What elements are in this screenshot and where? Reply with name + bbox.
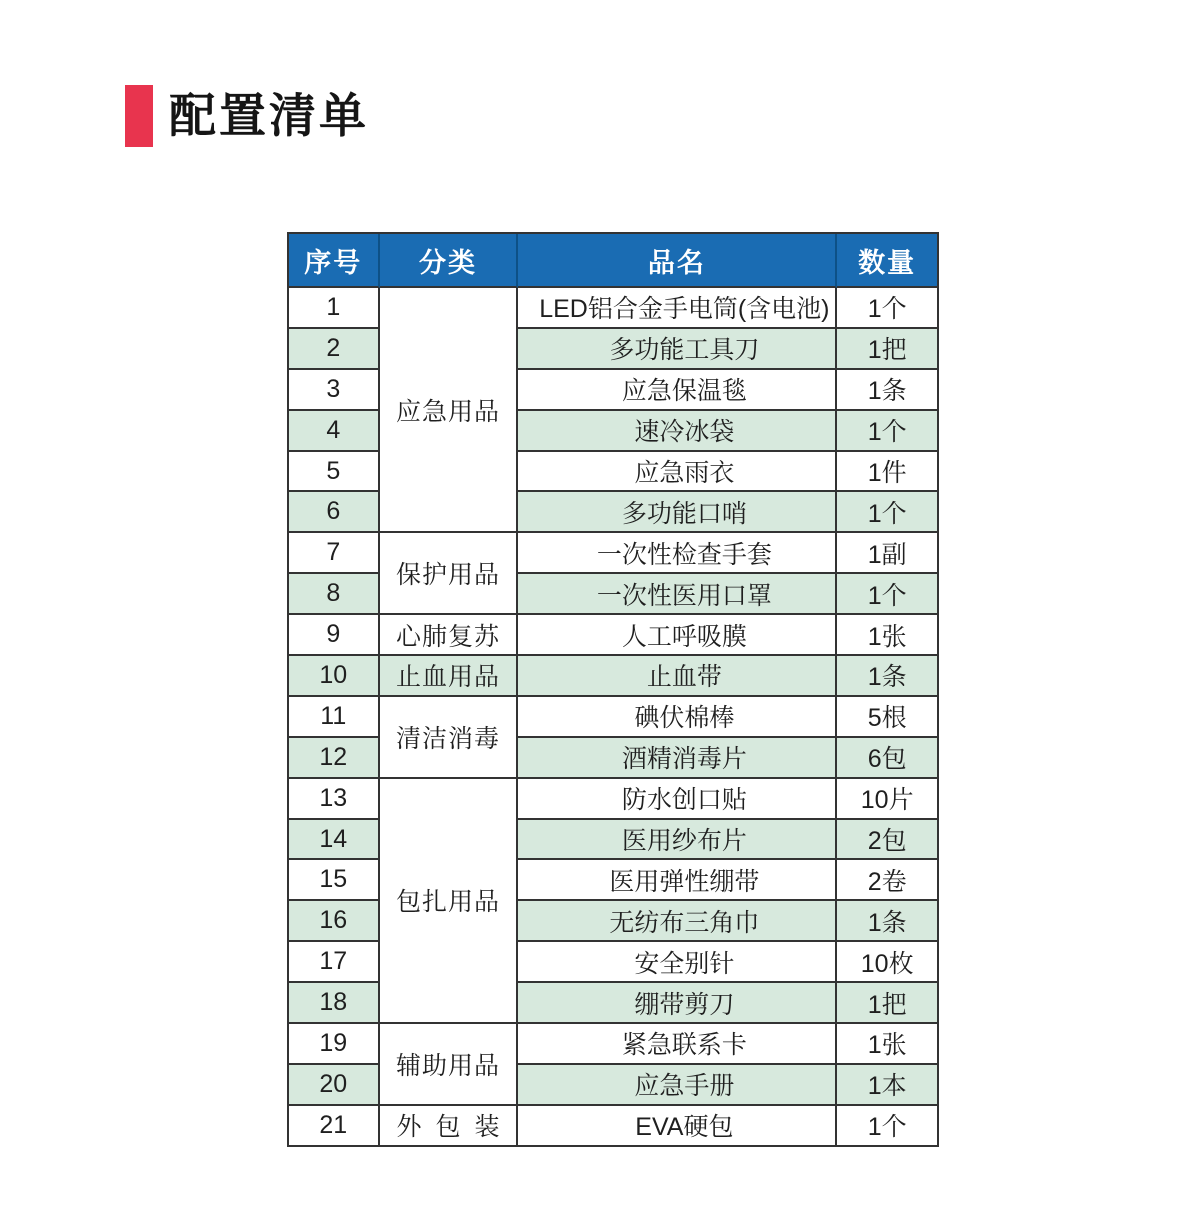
serial-cell: 18 xyxy=(289,983,380,1024)
item-name-cell: 应急保温毯 xyxy=(518,370,837,411)
item-name-cell: 止血带 xyxy=(518,656,837,697)
title-block xyxy=(125,85,369,147)
quantity-cell: 1个 xyxy=(837,574,937,615)
title-accent-bar xyxy=(125,85,153,147)
quantity-cell: 1条 xyxy=(837,901,937,942)
header-row xyxy=(289,234,937,288)
item-name-cell: LED铝合金手电筒(含电池) xyxy=(518,288,837,329)
item-name-cell: 应急雨衣 xyxy=(518,452,837,493)
header-category: 分类 xyxy=(380,234,519,288)
serial-cell: 14 xyxy=(289,820,380,861)
table-row xyxy=(289,656,937,697)
quantity-cell: 1个 xyxy=(837,492,937,533)
item-name-cell: 一次性检查手套 xyxy=(518,533,837,574)
category-cell: 止血用品 xyxy=(380,656,519,697)
quantity-cell: 1把 xyxy=(837,329,937,370)
category-cell: 辅助用品 xyxy=(380,1024,519,1106)
table-row xyxy=(289,697,937,738)
serial-cell: 12 xyxy=(289,738,380,779)
quantity-cell: 1张 xyxy=(837,615,937,656)
item-name-cell: 安全别针 xyxy=(518,942,837,983)
item-name-cell: 速冷冰袋 xyxy=(518,411,837,452)
serial-cell: 11 xyxy=(289,697,380,738)
serial-cell: 3 xyxy=(289,370,380,411)
category-cell: 清洁消毒 xyxy=(380,697,519,779)
item-name-cell: 紧急联系卡 xyxy=(518,1024,837,1065)
config-table-body xyxy=(289,288,937,1145)
serial-cell: 5 xyxy=(289,452,380,493)
quantity-cell: 1副 xyxy=(837,533,937,574)
item-name-cell: 多功能口哨 xyxy=(518,492,837,533)
quantity-cell: 2包 xyxy=(837,820,937,861)
quantity-cell: 1张 xyxy=(837,1024,937,1065)
serial-cell: 15 xyxy=(289,860,380,901)
quantity-cell: 1个 xyxy=(867,1113,907,1142)
quantity-cell: 6包 xyxy=(837,738,937,779)
item-name-cell: 多功能工具刀 xyxy=(518,329,837,370)
quantity-cell: 1条 xyxy=(837,656,937,697)
serial-cell: 16 xyxy=(289,901,380,942)
category-cell: 应急用品 xyxy=(380,288,519,533)
category-cell: 心肺复苏 xyxy=(380,615,519,656)
item-name-cell: 绷带剪刀 xyxy=(518,983,837,1024)
serial-cell: 1 xyxy=(289,288,380,329)
serial-cell: 9 xyxy=(289,615,380,656)
header-item-name: 品名 xyxy=(518,234,837,288)
serial-cell: 21 xyxy=(289,1106,380,1145)
table-header xyxy=(289,234,937,288)
table-row xyxy=(289,533,937,574)
quantity-cell: 10枚 xyxy=(837,942,937,983)
item-name-cell: 酒精消毒片 xyxy=(518,738,837,779)
quantity-cell: 2卷 xyxy=(837,860,937,901)
table-row xyxy=(289,615,937,656)
item-name-cell: EVA硬包 xyxy=(518,1106,837,1145)
serial-cell: 4 xyxy=(289,411,380,452)
header-quantity: 数量 xyxy=(837,234,937,288)
category-cell: 外包装 xyxy=(380,1106,519,1145)
quantity-cell: 1个 xyxy=(837,411,937,452)
serial-cell: 13 xyxy=(289,779,380,820)
item-name-cell: 碘伏棉棒 xyxy=(518,697,837,738)
table-row xyxy=(289,779,937,820)
quantity-cell: 1把 xyxy=(837,983,937,1024)
serial-cell: 17 xyxy=(289,942,380,983)
serial-cell: 6 xyxy=(289,492,380,533)
quantity-cell: 1件 xyxy=(837,452,937,493)
quantity-cell: 10片 xyxy=(837,779,937,820)
item-name-cell: 应急手册 xyxy=(518,1065,837,1106)
quantity-cell: 1本 xyxy=(837,1065,937,1106)
item-name-cell: 人工呼吸膜 xyxy=(518,615,837,656)
serial-cell: 8 xyxy=(289,574,380,615)
config-table-container xyxy=(287,232,935,1147)
table-row xyxy=(289,1106,937,1145)
item-name-cell: 一次性医用口罩 xyxy=(518,574,837,615)
category-cell: 保护用品 xyxy=(380,533,519,615)
item-name-cell: 医用弹性绷带 xyxy=(518,860,837,901)
table-row xyxy=(289,1024,937,1065)
config-table xyxy=(287,232,939,1147)
serial-cell: 20 xyxy=(289,1065,380,1106)
serial-cell: 2 xyxy=(289,329,380,370)
serial-cell: 7 xyxy=(289,533,380,574)
page-title: 配置清单 xyxy=(169,89,369,142)
item-name-cell: 防水创口贴 xyxy=(518,779,837,820)
table-row xyxy=(289,288,937,329)
category-cell: 包扎用品 xyxy=(380,779,519,1024)
header-serial: 序号 xyxy=(289,234,380,288)
quantity-cell: 1条 xyxy=(837,370,937,411)
serial-cell: 19 xyxy=(289,1024,380,1065)
quantity-cell: 5根 xyxy=(837,697,937,738)
item-name-cell: 无纺布三角巾 xyxy=(518,901,837,942)
item-name-cell: 医用纱布片 xyxy=(518,820,837,861)
serial-cell: 10 xyxy=(289,656,380,697)
quantity-cell: 1个 xyxy=(837,288,937,329)
